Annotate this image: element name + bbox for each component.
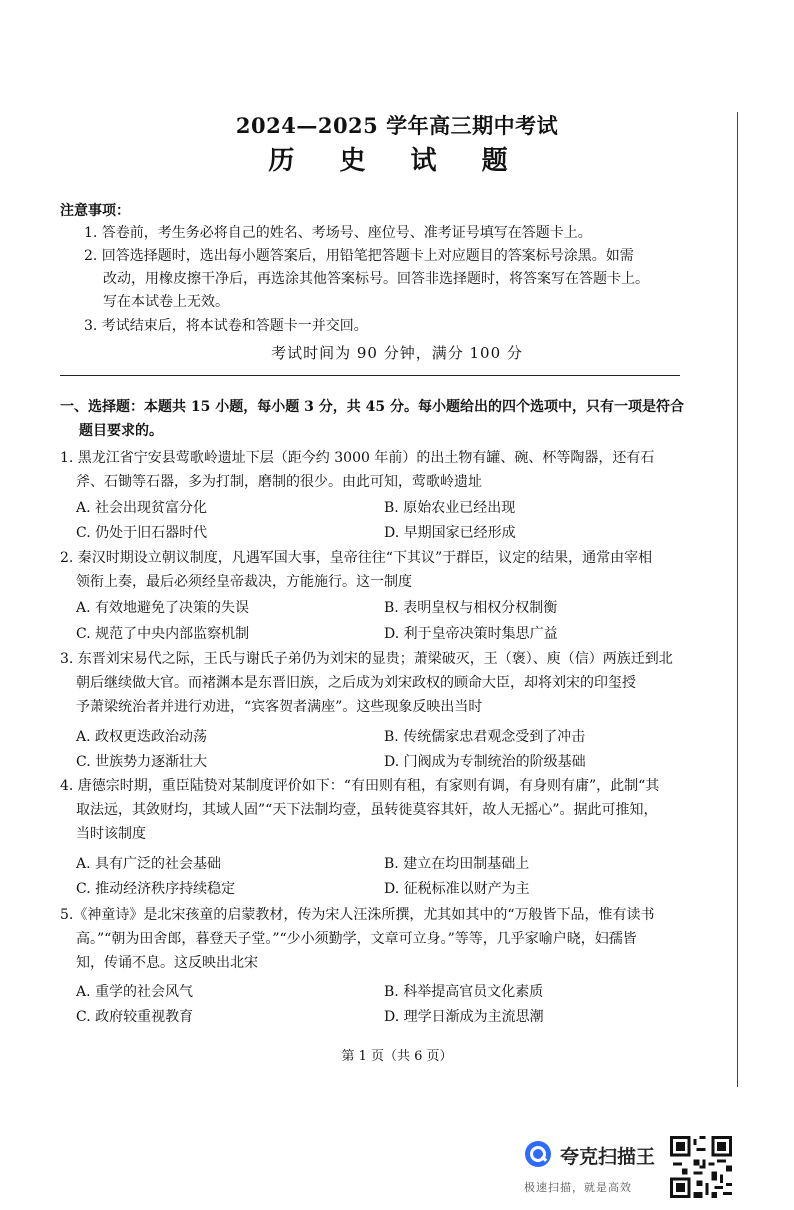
scanner-brand-name: 夸克扫描王 (560, 1146, 656, 1168)
subject-title: 历 史 试 题 (268, 146, 526, 176)
question-1-option-c: C. 仍处于旧石器时代 (76, 525, 208, 541)
divider (60, 375, 680, 376)
question-2-option-b: B. 表明皇权与相权分权制衡 (384, 600, 558, 616)
section-heading-line-2: 题目要求的。 (79, 423, 163, 439)
question-3-option-d: D. 门阀成为专制统治的阶级基础 (384, 754, 586, 770)
page-footer: 第 1 页（共 6 页） (341, 1049, 453, 1064)
question-5-option-a: A. 重学的社会风气 (76, 984, 194, 1000)
question-5-option-d: D. 理学日渐成为主流思潮 (384, 1009, 544, 1025)
question-5 (60, 903, 690, 975)
question-2-option-a: A. 有效地避免了决策的失误 (76, 600, 250, 616)
question-5-option-b: B. 科举提高官员文化素质 (384, 984, 544, 1000)
question-3-line-2: 朝后继续做大官。而褚渊本是东晋旧族，之后成为刘宋政权的顾命大臣，却将刘宋的印玺授 (76, 675, 636, 691)
quark-logo-icon (524, 1140, 552, 1168)
question-3-line-1: 3. 东晋刘宋易代之际，王氏与谢氏子弟仍为刘宋的显贵；萧梁破灭，王（褒）、庾（信）两族迁到北 (60, 651, 673, 667)
question-4-line-1: 4. 唐德宗时期，重臣陆贽对某制度评价如下：“有田则有租，有家则有调，有身则有庸”，此制“其 (60, 778, 660, 794)
question-1 (60, 446, 690, 494)
question-5-line-2: 高。”“朝为田舍郎，暮登天子堂。”“少小须勤学，文章可立身。”等等，几乎家喻户晓，妇孺皆 (76, 931, 637, 947)
exam-time: 考试时间为 90 分钟，满分 100 分 (271, 344, 523, 362)
margin-rule (737, 112, 738, 1087)
question-2-option-d: D. 利于皇帝决策时集思广益 (384, 626, 558, 642)
question-2 (60, 546, 690, 594)
question-5-line-1: 5.《神童诗》是北宋孩童的启蒙教材，传为宋人汪洙所撰，尤其如其中的“万般皆下品，惟有读书 (60, 907, 655, 923)
question-3-option-c: C. 世族势力逐渐壮大 (76, 754, 208, 770)
notice-item-3: 3. 考试结束后，将本试卷和答题卡一并交回。 (84, 318, 368, 334)
question-1-option-b: B. 原始农业已经出现 (384, 500, 516, 516)
scanner-watermark (524, 1140, 664, 1170)
question-4-option-b: B. 建立在均田制基础上 (384, 856, 530, 872)
exam-title: 2024—2025 学年高三期中考试 (235, 113, 559, 138)
question-4-option-a: A. 具有广泛的社会基础 (76, 856, 222, 872)
notice-item-1: 1. 答卷前，考生务必将自己的姓名、考场号、座位号、准考证号填写在答题卡上。 (84, 225, 592, 241)
question-3-option-a: A. 政权更迭政治动荡 (76, 729, 208, 745)
section-heading (60, 395, 690, 443)
question-3-line-3: 予萧梁统治者并进行劝进，“宾客贺者满座”。这些现象反映出当时 (76, 699, 483, 715)
question-2-line-1: 2. 秦汉时期设立朝议制度，凡遇军国大事，皇帝往往“下其议”于群臣，议定的结果，通常由宰相 (60, 550, 653, 566)
notice-item-2-line-1: 2. 回答选择题时，选出每小题答案后，用铅笔把答题卡上对应题目的答案标号涂黑。如需 (84, 248, 634, 264)
scanner-slogan: 极速扫描，就是高效 (524, 1181, 632, 1194)
question-1-line-2: 斧、石锄等石器，多为打制，磨制的很少。由此可知，莺歌岭遗址 (76, 474, 482, 490)
notice-item-2-line-3: 写在本试卷上无效。 (103, 294, 229, 310)
question-5-line-3: 知，传诵不息。这反映出北宋 (76, 955, 258, 971)
question-4-line-2: 取法远，其敛财均，其域人固”“天下法制均壹，虽转徙莫容其奸，故人无摇心”。据此可推知， (76, 802, 658, 818)
notice-heading: 注意事项： (60, 203, 130, 219)
question-3 (60, 647, 690, 719)
question-4-line-3: 当时该制度 (76, 826, 146, 842)
question-4-option-c: C. 推动经济秩序持续稳定 (76, 881, 236, 897)
question-3-option-b: B. 传统儒家忠君观念受到了冲击 (384, 729, 586, 745)
question-2-line-2: 领衔上奏，最后必须经皇帝裁决，方能施行。这一制度 (76, 574, 412, 590)
question-4-option-d: D. 征税标准以财产为主 (384, 881, 530, 897)
question-2-option-c: C. 规范了中央内部监察机制 (76, 626, 250, 642)
question-1-option-a: A. 社会出现贫富分化 (76, 500, 208, 516)
question-4 (60, 774, 690, 846)
qr-code-icon (670, 1136, 732, 1198)
notice-item-2-line-2: 改动，用橡皮擦干净后，再选涂其他答案标号。回答非选择题时，将答案写在答题卡上。 (103, 271, 649, 287)
notice-item-2 (84, 245, 684, 314)
question-1-option-d: D. 早期国家已经形成 (384, 525, 516, 541)
section-heading-line-1: 一、选择题：本题共 15 小题，每小题 3 分，共 45 分。每小题给出的四个选项中，只有一项是符合 (60, 399, 684, 415)
question-1-line-1: 1. 黑龙江省宁安县莺歌岭遗址下层（距今约 3000 年前）的出土物有罐、碗、杯等陶器，还有石 (60, 450, 655, 466)
question-5-option-c: C. 政府较重视教育 (76, 1009, 194, 1025)
